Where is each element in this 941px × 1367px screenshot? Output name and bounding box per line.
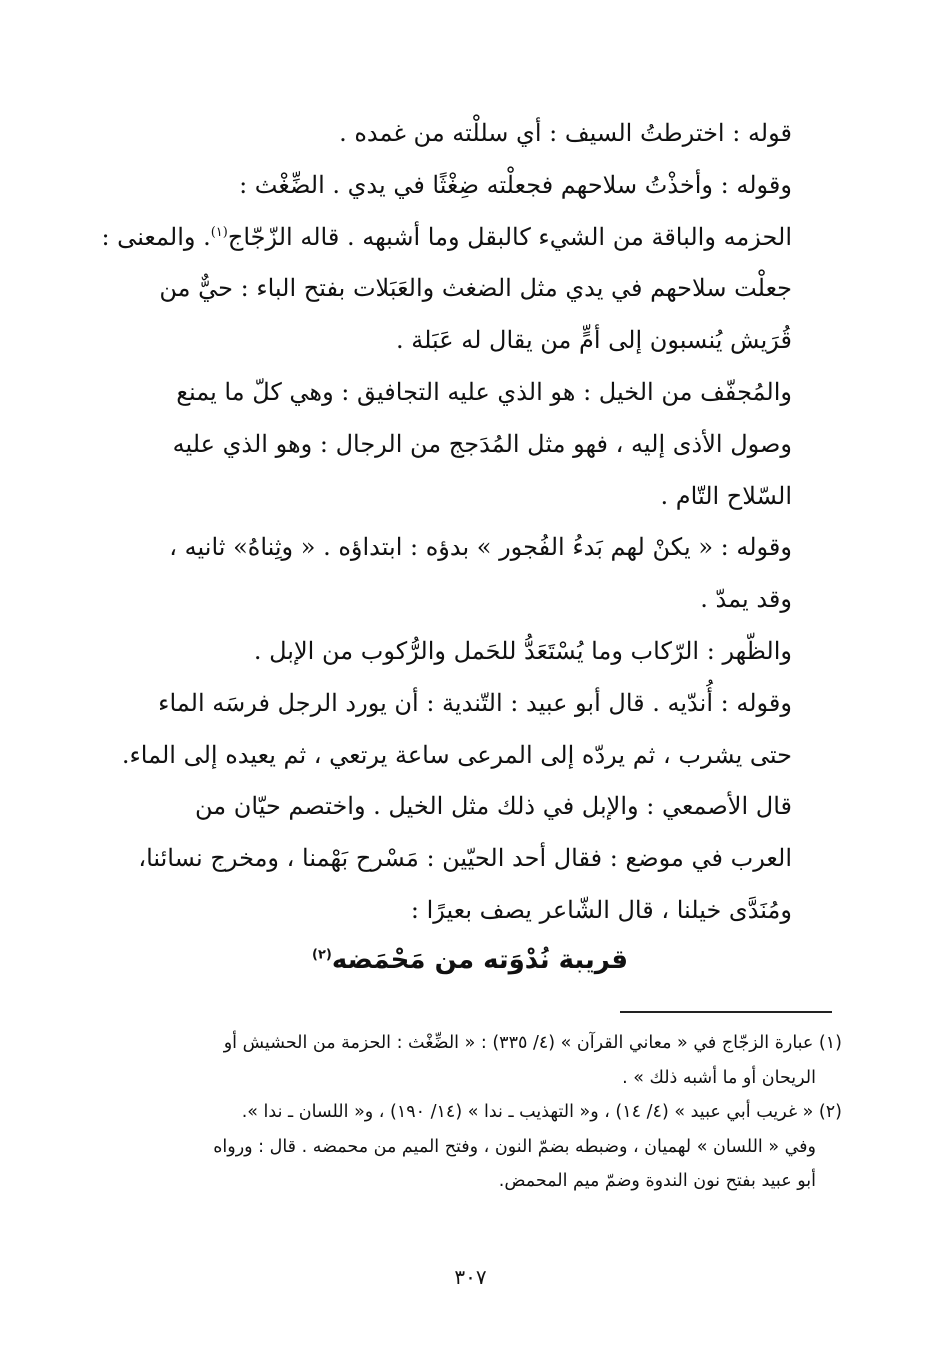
- text-line: ومُنَدَّى خيلنا ، قال الشّاعر يصف بعيرًا :: [410, 895, 792, 924]
- paragraph-2: [100, 160, 840, 367]
- main-body-text: [100, 108, 840, 937]
- text-line: قُرَيش يُنسبون إلى أمٍّ من يقال له عَبَلة .: [395, 326, 792, 355]
- text-line: قوله : اخترطتُ السيف : أي سللْته من غمده .: [339, 119, 792, 147]
- paragraph-3: [100, 367, 840, 522]
- text-line: وقوله : أُندّيه . قال أبو عبيد : التّندية : أن يورد الرجل فرسَه الماء: [158, 688, 792, 717]
- footnote-separator: [620, 1011, 832, 1013]
- footnote-1: [100, 1026, 842, 1095]
- text-line: وقوله : « يكنْ لهم بَدءُ الفُجور » بدؤه : ابتداؤه . « وثِناهُ» ثانيه ،: [169, 533, 792, 562]
- text-segment: الحزمه والباقة من الشيء كالبقل وما أشبهه . قاله الزّجّاج: [227, 222, 792, 251]
- footnote-line: (٢) « غريب أبي عبيد » (٤/ ١٤) ، و« التهذيب ـ ندا » (١٤/ ١٩٠) ، و« اللسان ـ ندا ».: [241, 1102, 842, 1122]
- text-line: والمُجفّف من الخيل : هو الذي عليه التجافيق : وهي كلّ ما يمنع: [176, 377, 792, 406]
- footnote-line: (١) عبارة الزجّاج في « معاني القرآن » (٤/ ٣٣٥) : « الضِّغْث : الحزمة من الحشيش أو: [223, 1033, 842, 1053]
- text-line: وصول الأذى إليه ، فهو مثل المُدَجج من الرجال : وهو الذي عليه: [172, 429, 792, 458]
- footnotes: [100, 1026, 842, 1199]
- paragraph-5: [100, 626, 840, 678]
- text-line: وقوله : وأخذْتُ سلاحهم فجعلْته ضِغْثًا في يدي . الضِّغْث :: [239, 170, 792, 199]
- footnote-ref-1: (١): [210, 224, 228, 240]
- text-line: [100, 212, 840, 264]
- text-line: جعلْت سلاحهم في يدي مثل الضغث والعَبَلات بفتح الباء : حيٌّ من: [159, 274, 792, 303]
- verse-text: قريبة نُدْوَته من مَحْمَضه: [331, 945, 628, 975]
- text-line: السّلاح التّام .: [660, 481, 792, 510]
- paragraph-4: [100, 522, 840, 626]
- paragraph-6: [100, 678, 840, 937]
- text-line: العرب في موضع : فقال أحد الحيّين : مَسْرح بَهْمنا ، ومخرج نسائنا،: [138, 844, 792, 873]
- page-number: ٣٠٧: [454, 1265, 487, 1289]
- footnote-2: [100, 1095, 842, 1199]
- text-line: قال الأصمعي : والإبل في ذلك مثل الخيل . واختصم حيّان من: [195, 792, 792, 821]
- text-line: والظّهر : الرّكاب وما يُسْتَعَدُّ للحَمل والرُّكوب من الإبل .: [253, 636, 792, 665]
- footnote-line: أبو عبيد بفتح نون الندوة وضمّ ميم المحمض.: [498, 1171, 816, 1191]
- text-line: حتى يشرب ، ثم يردّه إلى المرعى ساعة يرتعي ، ثم يعيده إلى الماء.: [121, 740, 792, 769]
- paragraph-1: [100, 108, 840, 160]
- footnote-line: وفي « اللسان » لهميان ، وضبطه بضمّ النون ، وفتح الميم من محمضه . قال : ورواه: [213, 1136, 816, 1157]
- poetry-verse: [100, 938, 840, 982]
- text-segment: . والمعنى :: [101, 222, 211, 251]
- footnote-line: الريحان أو ما أشبه ذلك » .: [622, 1067, 816, 1088]
- footnote-ref-2: (٢): [312, 947, 332, 963]
- text-line: وقد يمدّ .: [700, 585, 792, 614]
